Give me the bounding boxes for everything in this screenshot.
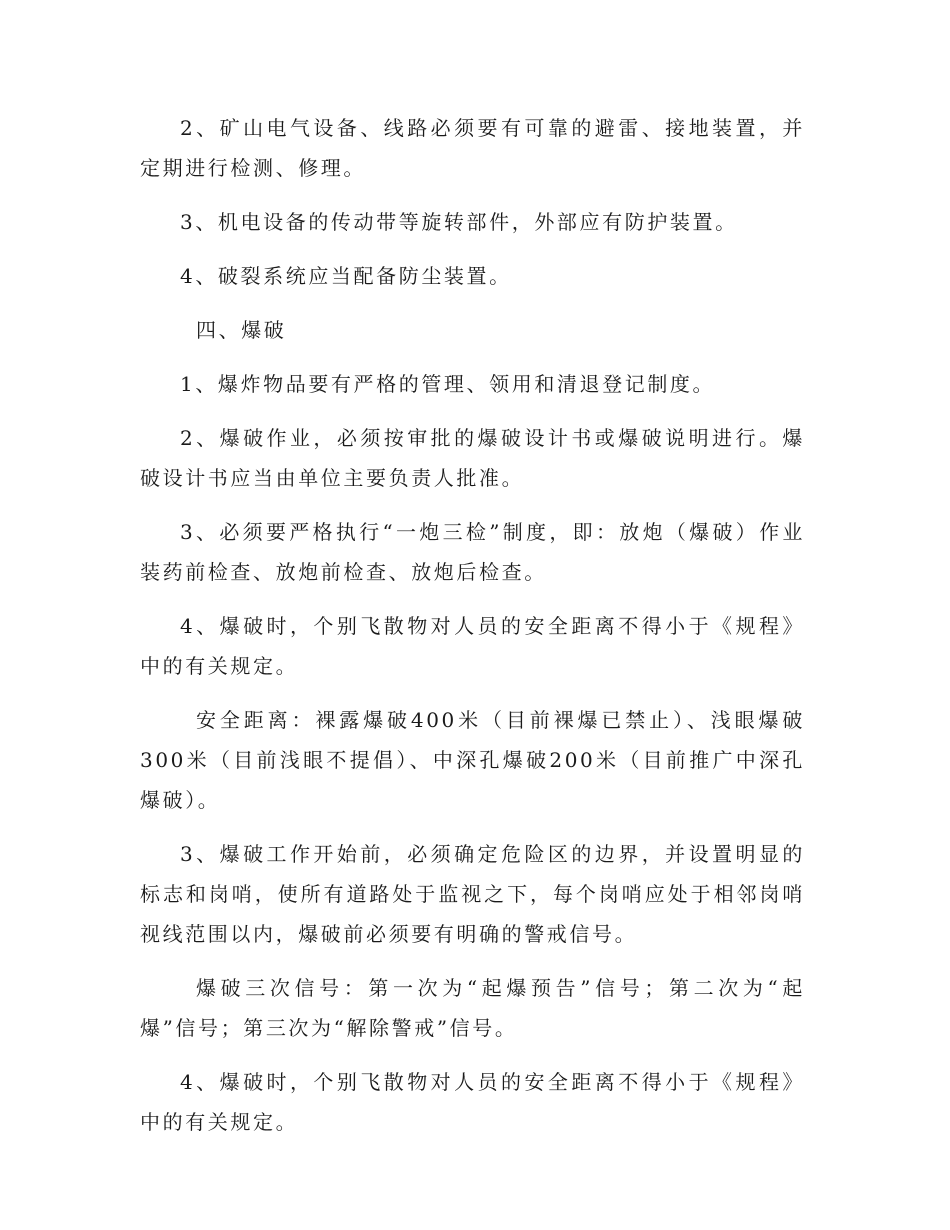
document-body <box>140 108 805 1156</box>
paragraph-safety-distance-rule-repeat: 4、爆破时，个别飞散物对人员的安全距离不得小于《规程》中的有关规定。 <box>140 1070 805 1134</box>
paragraph-explosive-management: 1、爆炸物品要有严格的管理、领用和清退登记制度。 <box>180 372 716 396</box>
section-heading-blasting: 四、爆破 <box>196 318 287 342</box>
paragraph-three-checks: 3、必须要严格执行“一炮三检”制度，即：放炮（爆破）作业装药前检查、放炮前检查、放炮后检查。 <box>140 520 805 584</box>
paragraph-safety-distance-rule: 4、爆破时，个别飞散物对人员的安全距离不得小于《规程》中的有关规定。 <box>140 614 805 678</box>
paragraph-belt-guard: 3、机电设备的传动带等旋转部件，外部应有防护装置。 <box>180 210 738 234</box>
paragraph-three-signals: 爆破三次信号：第一次为“起爆预告”信号；第二次为“起爆”信号；第三次为“解除警戒”信号。 <box>140 976 805 1040</box>
paragraph-safety-distances: 安全距离：裸露爆破400米（目前裸爆已禁止）、浅眼爆破300米（目前浅眼不提倡）、中深孔爆破200米（目前推广中深孔爆破）。 <box>140 708 805 812</box>
paragraph-blasting-design: 2、爆破作业，必须按审批的爆破设计书或爆破说明进行。爆破设计书应当由单位主要负责人批准。 <box>140 426 805 490</box>
paragraph-dust-device: 4、破裂系统应当配备防尘装置。 <box>180 264 512 288</box>
paragraph-danger-zone: 3、爆破工作开始前，必须确定危险区的边界，并设置明显的标志和岗哨，使所有道路处于监视之下，每个岗哨应处于相邻岗哨视线范围以内，爆破前必须要有明确的警戒信号。 <box>140 842 805 946</box>
paragraph-electrical-lightning: 2、矿山电气设备、线路必须要有可靠的避雷、接地装置，并定期进行检测、修理。 <box>140 116 805 180</box>
